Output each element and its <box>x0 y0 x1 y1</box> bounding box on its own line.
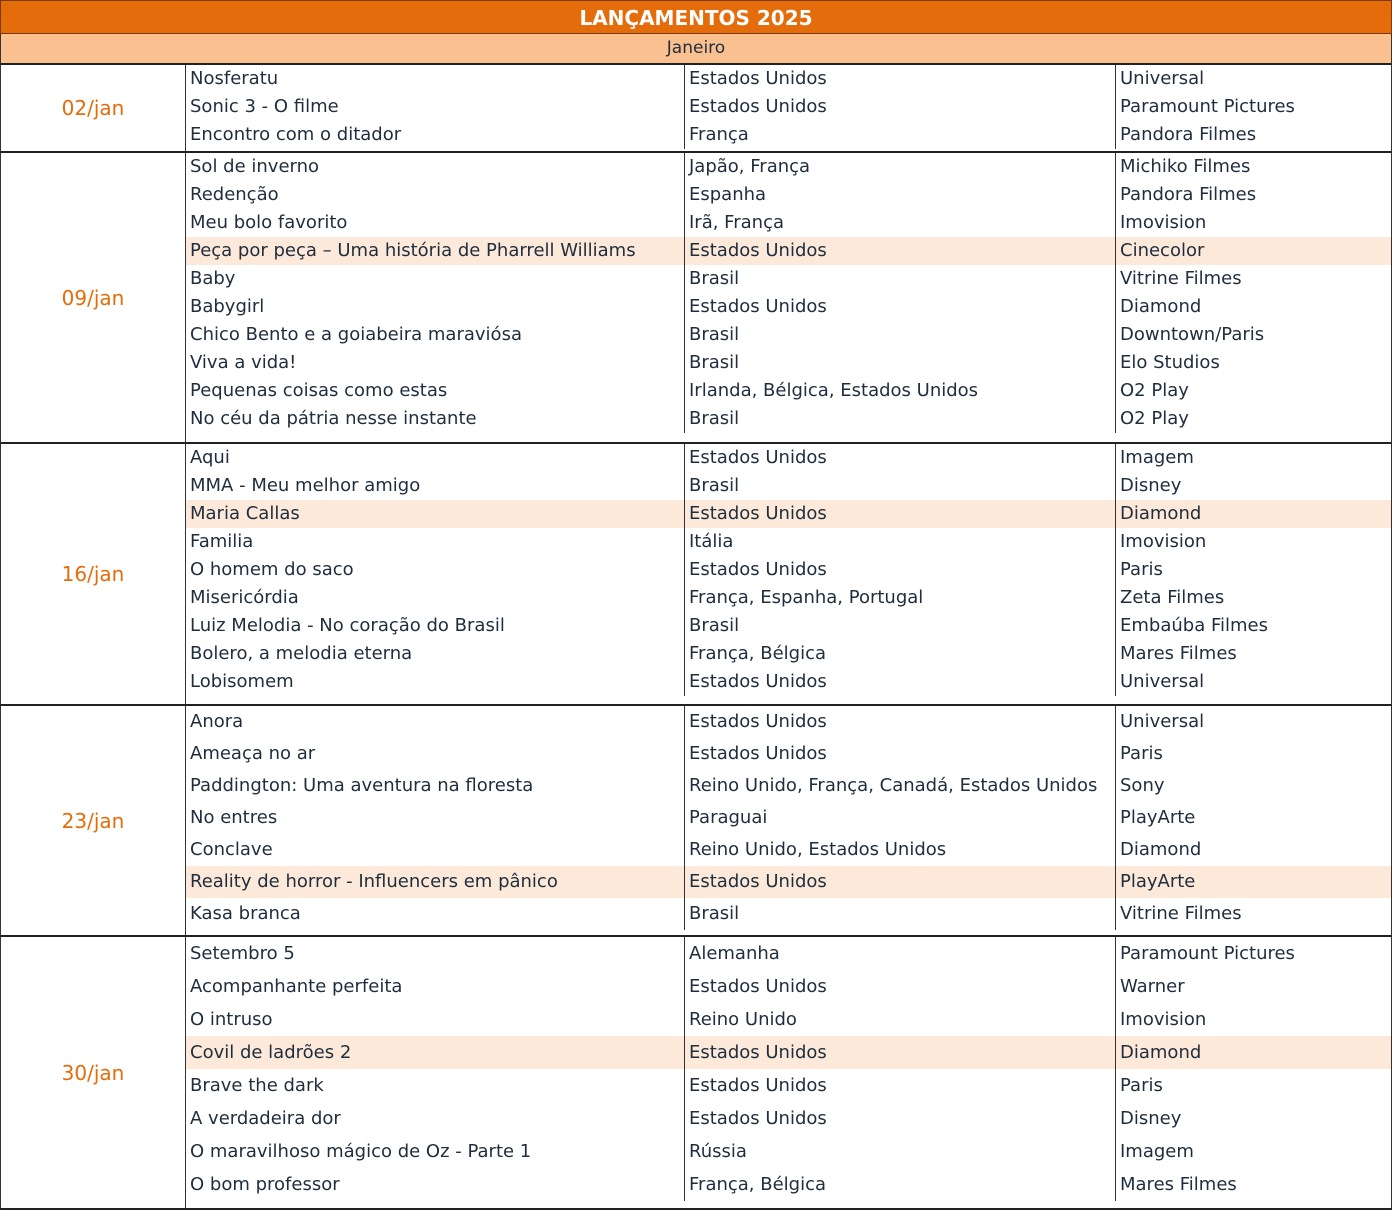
film-title: Babygirl <box>186 293 685 321</box>
film-title: Pequenas coisas como estas <box>186 377 685 405</box>
film-distributor: Disney <box>1120 475 1182 496</box>
film-country: Estados Unidos <box>685 1036 1116 1069</box>
film-title: O bom professor <box>186 1168 685 1201</box>
film-country: Irã, França <box>685 209 1116 237</box>
table-row <box>186 1036 1391 1069</box>
film-title: No entres <box>186 802 685 834</box>
table-row <box>186 405 1391 433</box>
film-country: França, Espanha, Portugal <box>685 584 1116 612</box>
film-country: Brasil <box>685 405 1116 433</box>
film-title: O homem do saco <box>186 556 685 584</box>
film-distributor: Paris <box>1120 559 1163 580</box>
film-title: Covil de ladrões 2 <box>186 1036 685 1069</box>
table-row <box>186 528 1391 556</box>
table-row <box>186 1102 1391 1135</box>
film-country: Estados Unidos <box>685 1069 1116 1102</box>
film-title: Lobisomem <box>186 668 685 696</box>
film-distributor: Cinecolor <box>1120 240 1205 261</box>
film-title: Ameaça no ar <box>186 738 685 770</box>
date-group <box>0 65 1392 153</box>
table-row <box>186 321 1391 349</box>
film-distributor: Mares Filmes <box>1120 643 1237 664</box>
film-title: Nosferatu <box>186 65 685 93</box>
film-distributor: Vitrine Filmes <box>1120 268 1242 289</box>
film-distributor: Vitrine Filmes <box>1120 903 1242 924</box>
film-country: Brasil <box>685 265 1116 293</box>
film-distributor: Imovision <box>1120 212 1207 233</box>
table-row <box>186 706 1391 738</box>
film-country: Estados Unidos <box>685 668 1116 696</box>
film-distributor: Paris <box>1120 1075 1163 1096</box>
table-row <box>186 265 1391 293</box>
film-country: Alemanha <box>685 937 1116 970</box>
film-distributor: Embaúba Filmes <box>1120 615 1268 636</box>
film-distributor: Pandora Filmes <box>1120 184 1257 205</box>
date-group <box>0 937 1392 1210</box>
table-row <box>186 377 1391 405</box>
film-country: França, Bélgica <box>685 640 1116 668</box>
film-title: Meu bolo favorito <box>186 209 685 237</box>
film-country: Espanha <box>685 181 1116 209</box>
table-row <box>186 349 1391 377</box>
month-header: Janeiro <box>0 34 1392 65</box>
film-country: Estados Unidos <box>685 738 1116 770</box>
film-title: Viva a vida! <box>186 349 685 377</box>
table-row <box>186 738 1391 770</box>
film-title: Brave the dark <box>186 1069 685 1102</box>
film-country: Estados Unidos <box>685 866 1116 898</box>
film-title: O intruso <box>186 1003 685 1036</box>
film-country: Estados Unidos <box>685 970 1116 1003</box>
film-title: Anora <box>186 706 685 738</box>
film-country: Estados Unidos <box>685 293 1116 321</box>
film-country: Reino Unido, Estados Unidos <box>685 834 1116 866</box>
film-distributor: Universal <box>1120 711 1205 732</box>
date-group <box>0 444 1392 706</box>
film-distributor: Disney <box>1120 1108 1182 1129</box>
film-distributor: Diamond <box>1120 503 1202 524</box>
film-distributor: Diamond <box>1120 296 1202 317</box>
film-title: Sol de inverno <box>186 153 685 181</box>
table-row <box>186 1135 1391 1168</box>
film-country: Brasil <box>685 472 1116 500</box>
film-title: A verdadeira dor <box>186 1102 685 1135</box>
film-distributor: Imagem <box>1120 447 1194 468</box>
film-country: Rússia <box>685 1135 1116 1168</box>
film-country: Estados Unidos <box>685 237 1116 265</box>
film-country: França <box>685 121 1116 149</box>
film-title: Chico Bento e a goiabeira maraviósa <box>186 321 685 349</box>
date-group <box>0 706 1392 937</box>
film-country: França, Bélgica <box>685 1168 1116 1201</box>
table-row <box>186 1069 1391 1102</box>
table-row <box>186 121 1391 149</box>
film-distributor: O2 Play <box>1120 408 1189 429</box>
table-row <box>186 584 1391 612</box>
table-row <box>186 65 1391 93</box>
table-row <box>186 898 1391 930</box>
film-distributor: Diamond <box>1120 1042 1202 1063</box>
film-title: Peça por peça – Uma história de Pharrell Williams <box>186 237 685 265</box>
release-date: 23/jan <box>1 706 186 935</box>
film-country: Japão, França <box>685 153 1116 181</box>
table-row <box>186 802 1391 834</box>
film-distributor: Elo Studios <box>1120 352 1220 373</box>
table-row <box>186 612 1391 640</box>
film-title: O maravilhoso mágico de Oz - Parte 1 <box>186 1135 685 1168</box>
table-row <box>186 293 1391 321</box>
table-row <box>186 444 1391 472</box>
film-title: Aqui <box>186 444 685 472</box>
film-title: Setembro 5 <box>186 937 685 970</box>
table-row <box>186 834 1391 866</box>
film-title: Luiz Melodia - No coração do Brasil <box>186 612 685 640</box>
film-country: Estados Unidos <box>685 1102 1116 1135</box>
film-distributor: Sony <box>1120 775 1165 796</box>
film-title: Redenção <box>186 181 685 209</box>
film-distributor: Michiko Filmes <box>1120 156 1251 177</box>
table-row <box>186 970 1391 1003</box>
film-country: Brasil <box>685 349 1116 377</box>
film-country: Estados Unidos <box>685 500 1116 528</box>
film-distributor: Pandora Filmes <box>1120 124 1257 145</box>
film-distributor: PlayArte <box>1120 807 1196 828</box>
table-row <box>186 181 1391 209</box>
table-row <box>186 1168 1391 1201</box>
release-date: 16/jan <box>1 444 186 704</box>
table-row <box>186 668 1391 696</box>
film-distributor: Diamond <box>1120 839 1202 860</box>
film-title: Sonic 3 - O filme <box>186 93 685 121</box>
release-date: 30/jan <box>1 937 186 1208</box>
film-country: Brasil <box>685 898 1116 930</box>
film-title: No céu da pátria nesse instante <box>186 405 685 433</box>
film-title: Familia <box>186 528 685 556</box>
film-country: Reino Unido <box>685 1003 1116 1036</box>
film-distributor: PlayArte <box>1120 871 1196 892</box>
film-title: Maria Callas <box>186 500 685 528</box>
film-title: Acompanhante perfeita <box>186 970 685 1003</box>
film-distributor: Imovision <box>1120 1009 1207 1030</box>
film-distributor: Universal <box>1120 68 1205 89</box>
table-row <box>186 1003 1391 1036</box>
film-country: Paraguai <box>685 802 1116 834</box>
table-row <box>186 209 1391 237</box>
table-row <box>186 937 1391 970</box>
table-row <box>186 866 1391 898</box>
film-title: Encontro com o ditador <box>186 121 685 149</box>
table-row <box>186 640 1391 668</box>
date-group <box>0 153 1392 444</box>
film-distributor: Paramount Pictures <box>1120 943 1295 964</box>
film-distributor: Paris <box>1120 743 1163 764</box>
film-distributor: Downtown/Paris <box>1120 324 1265 345</box>
film-title: Misericórdia <box>186 584 685 612</box>
film-country: Irlanda, Bélgica, Estados Unidos <box>685 377 1116 405</box>
table-row <box>186 237 1391 265</box>
table-row <box>186 500 1391 528</box>
film-country: Estados Unidos <box>685 93 1116 121</box>
film-distributor: Zeta Filmes <box>1120 587 1225 608</box>
film-distributor: O2 Play <box>1120 380 1189 401</box>
film-title: Kasa branca <box>186 898 685 930</box>
film-title: Paddington: Uma aventura na floresta <box>186 770 685 802</box>
film-title: Bolero, a melodia eterna <box>186 640 685 668</box>
film-title: Conclave <box>186 834 685 866</box>
film-distributor: Universal <box>1120 671 1205 692</box>
film-country: Reino Unido, França, Canadá, Estados Unidos <box>685 770 1116 802</box>
release-date: 09/jan <box>1 153 186 442</box>
release-groups <box>0 65 1392 1210</box>
film-country: Estados Unidos <box>685 444 1116 472</box>
film-title: Reality de horror - Influencers em pânico <box>186 866 685 898</box>
film-country: Estados Unidos <box>685 556 1116 584</box>
table-row <box>186 153 1391 181</box>
film-country: Brasil <box>685 612 1116 640</box>
release-date: 02/jan <box>1 65 186 151</box>
sheet-title: LANÇAMENTOS 2025 <box>0 0 1392 34</box>
film-distributor: Mares Filmes <box>1120 1174 1237 1195</box>
film-country: Estados Unidos <box>685 65 1116 93</box>
film-title: Baby <box>186 265 685 293</box>
table-row <box>186 556 1391 584</box>
table-row <box>186 770 1391 802</box>
film-country: Itália <box>685 528 1116 556</box>
film-distributor: Imagem <box>1120 1141 1194 1162</box>
table-row <box>186 472 1391 500</box>
film-distributor: Paramount Pictures <box>1120 96 1295 117</box>
film-distributor: Imovision <box>1120 531 1207 552</box>
film-country: Estados Unidos <box>685 706 1116 738</box>
table-row <box>186 93 1391 121</box>
film-country: Brasil <box>685 321 1116 349</box>
film-distributor: Warner <box>1120 976 1185 997</box>
film-title: MMA - Meu melhor amigo <box>186 472 685 500</box>
